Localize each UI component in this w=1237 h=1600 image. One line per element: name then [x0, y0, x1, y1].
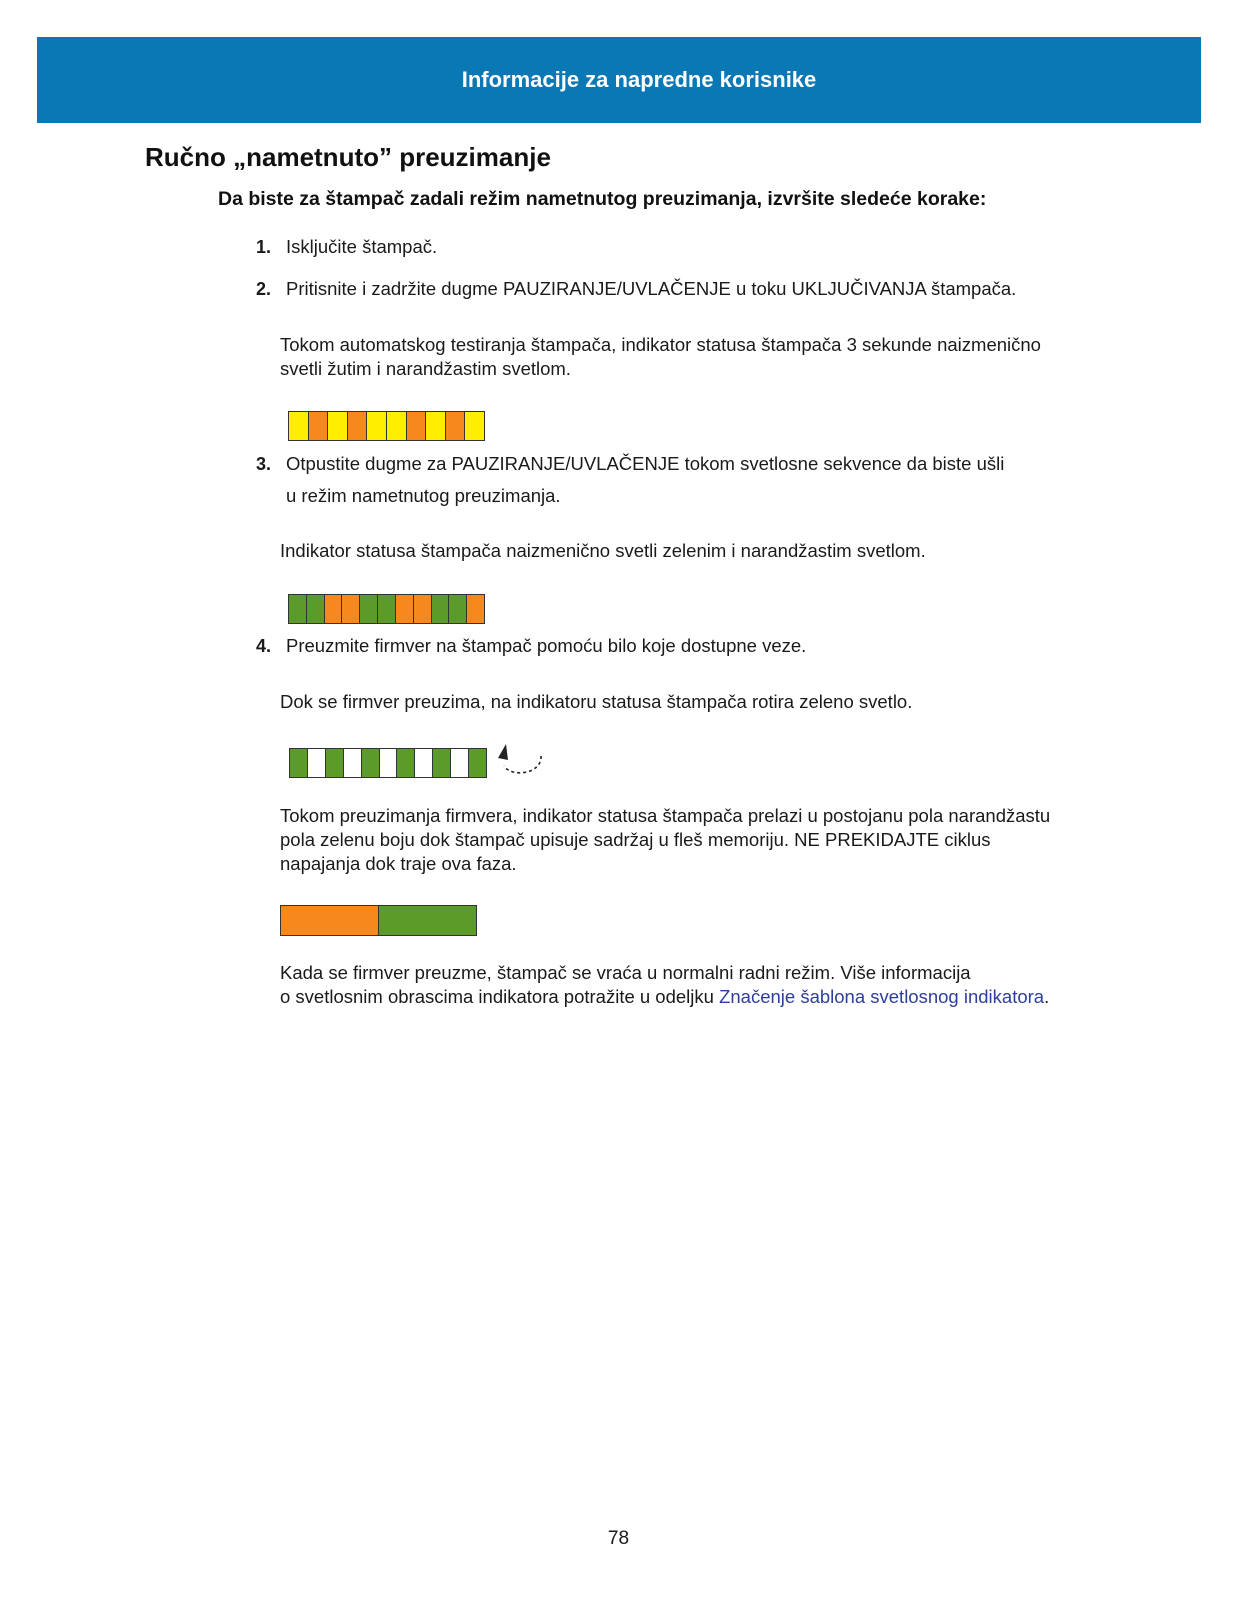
final-prefix: o svetlosnim obrascima indikatora potražite u odeljku: [280, 986, 720, 1007]
indicator-segment: [387, 412, 407, 440]
indicator-segment: [380, 749, 398, 777]
indicator-segment: [407, 412, 427, 440]
indicator-segment: [451, 749, 469, 777]
step-number: 3.: [256, 454, 272, 474]
indicator-segment: [281, 906, 379, 935]
step-text: Otpustite dugme za PAUZIRANJE/UVLAČENJE tokom svetlosne sekvence da biste ušli: [286, 453, 1005, 474]
indicator-segment: [426, 412, 446, 440]
indicator-segment: [469, 749, 486, 777]
indicator-segment: [309, 412, 329, 440]
indicator-half-orange-half-green: [280, 905, 477, 936]
indicator-segment: [449, 595, 467, 623]
note-text: pola zelenu boju dok štampač upisuje sadržaj u fleš memoriju. NE PREKIDAJTE ciklus: [280, 829, 991, 850]
indicator-green-orange: [288, 594, 485, 624]
light-pattern-link[interactable]: Značenje šablona svetlosnog indikatora: [719, 986, 1045, 1007]
step-number: 1.: [256, 237, 272, 257]
note-text: Dok se firmver preuzima, na indikatoru statusa štampača rotira zeleno svetlo.: [280, 691, 913, 712]
indicator-segment: [289, 412, 309, 440]
indicator-segment: [307, 595, 325, 623]
note-text: Tokom preuzimanja firmvera, indikator statusa štampača prelazi u postojanu pola narandžastu: [280, 805, 1051, 826]
step-text: Isključite štampač.: [286, 236, 438, 257]
step-text: Pritisnite i zadržite dugme PAUZIRANJE/UVLAČENJE u toku UKLJUČIVANJA štampača.: [286, 278, 1017, 299]
indicator-segment: [289, 595, 307, 623]
indicator-segment: [290, 749, 308, 777]
indicator-segment: [348, 412, 368, 440]
step-number: 2.: [256, 279, 272, 299]
indicator-segment: [467, 595, 484, 623]
indicator-segment: [325, 595, 343, 623]
indicator-rotating-green: [289, 748, 487, 778]
indicator-segment: [326, 749, 344, 777]
indicator-segment: [367, 412, 387, 440]
final-suffix: .: [1044, 986, 1050, 1007]
note-text: [280, 985, 1049, 1009]
note-text: Tokom automatskog testiranja štampača, indikator statusa štampača 3 sekunde naizmenično: [280, 334, 1041, 355]
indicator-segment: [342, 595, 360, 623]
note-text: svetli žutim i narandžastim svetlom.: [280, 358, 571, 379]
indicator-segment: [446, 412, 466, 440]
page-title: Ručno „nametnuto” preuzimanje: [145, 142, 551, 172]
indicator-segment: [378, 595, 396, 623]
indicator-segment: [328, 412, 348, 440]
page-number: 78: [607, 1528, 630, 1549]
step-text: Preuzmite firmver na štampač pomoću bilo koje dostupne veze.: [286, 635, 807, 656]
indicator-segment: [360, 595, 378, 623]
indicator-yellow-orange: [288, 411, 485, 441]
indicator-segment: [344, 749, 362, 777]
section-header-bar: [37, 37, 1201, 123]
rotate-arrow-icon: [492, 742, 548, 782]
indicator-segment: [396, 595, 414, 623]
step-text: u režim nametnutog preuzimanja.: [286, 485, 561, 506]
indicator-segment: [379, 906, 476, 935]
note-text: Indikator statusa štampača naizmenično svetli zelenim i narandžastim svetlom.: [280, 540, 926, 561]
indicator-segment: [465, 412, 484, 440]
note-text: napajanja dok traje ova faza.: [280, 853, 517, 874]
header-title: Informacije za napredne korisnike: [461, 67, 817, 92]
indicator-segment: [415, 749, 433, 777]
intro-text: Da biste za štampač zadali režim nametnutog preuzimanja, izvršite sledeće korake:: [218, 188, 987, 210]
indicator-segment: [397, 749, 415, 777]
indicator-segment: [432, 595, 450, 623]
indicator-segment: [362, 749, 380, 777]
note-text: Kada se firmver preuzme, štampač se vraća u normalni radni režim. Više informacija: [280, 962, 971, 983]
indicator-segment: [308, 749, 326, 777]
step-number: 4.: [256, 636, 272, 656]
indicator-segment: [433, 749, 451, 777]
indicator-segment: [414, 595, 432, 623]
